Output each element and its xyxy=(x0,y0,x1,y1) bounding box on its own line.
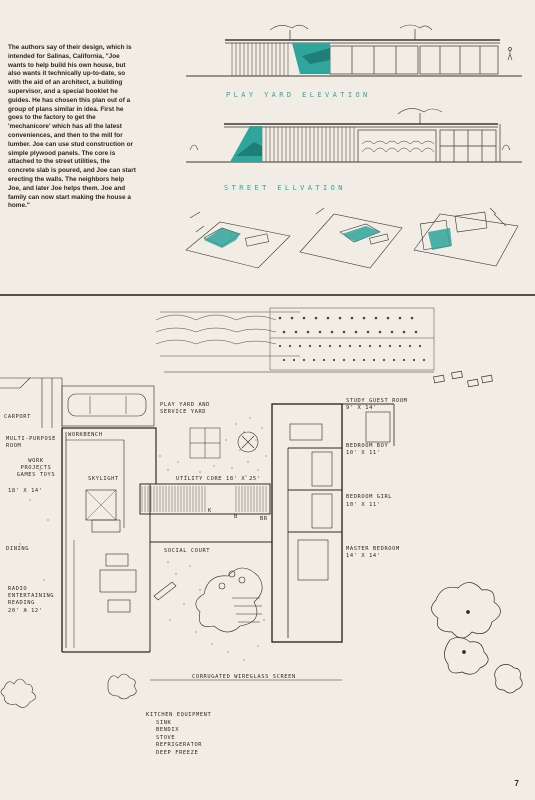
dining-label: DINING xyxy=(6,546,30,552)
right-garden-trees xyxy=(431,582,522,693)
study-size: 9' X 14' xyxy=(346,405,377,411)
bedroom-girl-label: BEDROOM GIRL xyxy=(346,494,393,500)
play-yard-label: PLAY YARD AND SERVICE YARD xyxy=(160,402,210,416)
core-k-label: K xyxy=(208,508,212,514)
page-number: 7 xyxy=(514,779,519,788)
intro-paragraph: The authors say of their design, which is intended for Salinas, California, "Joe wants to help build his own house, but also wants it technically up-to-date, so with the aid of an architect, a building supervisor, and a special booklet he guides. He has chosen this plan out of a group of plans similar in idea. First he goes to the factory to get the 'mechanicore' which has all the latest conveniences, and then to the mill for lumber. Joe can use stud construction or simple plywood panels. The core is attached to the street utilities, the concrete slab is poured, and Joe can start erecting the walls. The neighbors help Joe, and later Joe helps them. Joe and family can now start making the house a home." xyxy=(8,44,136,210)
street-elevation-label: STREET ELLVATION xyxy=(224,184,346,192)
radio-size: 20' X 12' xyxy=(8,608,43,614)
core-b-label: B xyxy=(234,514,238,520)
kitchen-item: STOVE xyxy=(156,734,176,741)
social-court-label: SOCIAL COURT xyxy=(164,548,211,554)
construction-perspective-1 xyxy=(186,212,290,268)
utility-core-label: UTILITY CORE 18' X 25' xyxy=(176,476,261,482)
garden-plots xyxy=(279,317,425,361)
master-bedroom-size: 14' X 14' xyxy=(346,553,381,559)
floor-plan-walls xyxy=(62,386,394,680)
kitchen-item: BENDIX xyxy=(156,727,180,734)
page-divider xyxy=(0,294,535,296)
teal-core-3 xyxy=(428,228,452,250)
stepping-stones xyxy=(434,371,493,387)
carport-label: CARPORT xyxy=(4,414,31,420)
study-label: STUDY GUEST ROOM xyxy=(346,398,408,404)
kitchen-equipment-title: KITCHEN EQUIPMENT xyxy=(146,712,212,718)
site-planting-rows xyxy=(156,312,300,356)
workbench-label: WORKBENCH xyxy=(68,432,103,438)
kitchen-item: DEEP FREEZE xyxy=(156,749,199,756)
utility-core-hatch xyxy=(142,486,266,512)
bedroom-boy-size: 10' X 11' xyxy=(346,450,381,456)
bedroom-girl-size: 10' X 11' xyxy=(346,502,381,508)
core-br-label: BR xyxy=(260,516,268,522)
social-court-planter xyxy=(196,568,262,632)
master-bedroom-label: MASTER BEDROOM xyxy=(346,546,400,552)
bedroom-boy-label: BEDROOM BOY xyxy=(346,443,389,449)
work-projects-label: WORK PROJECTS GAMES TOYS xyxy=(16,458,56,479)
radio-entertaining-label: RADIO ENTERTAINING READING xyxy=(8,586,55,607)
multi-purpose-size: 18' X 14' xyxy=(8,488,43,494)
wireglass-screen-label: CORRUGATED WIREGLASS SCREEN xyxy=(192,674,296,680)
chaise-lounge xyxy=(154,582,176,600)
play-yard-tree xyxy=(238,432,258,452)
court-stipple xyxy=(19,417,266,660)
kitchen-item: SINK xyxy=(156,719,172,726)
kitchen-equipment-list xyxy=(146,712,211,758)
multi-purpose-label: MULTI-PURPOSE ROOM xyxy=(6,436,56,450)
play-yard-elevation-drawing xyxy=(186,25,522,76)
skylight-label: SKYLIGHT xyxy=(88,476,119,482)
kitchen-item: REFRIGERATOR xyxy=(156,742,203,749)
play-yard-elevation-label: PLAY YARD ELEVATION xyxy=(226,91,371,99)
